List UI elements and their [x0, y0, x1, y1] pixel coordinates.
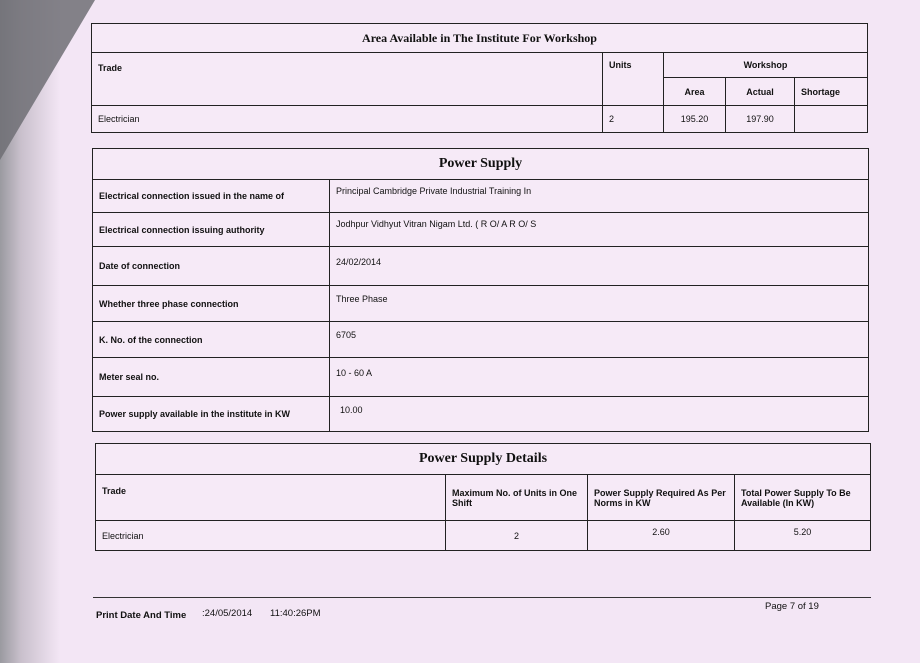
power-supply-table — [92, 148, 869, 432]
details-cell-trade: Electrician — [96, 521, 446, 551]
area-header-actual: Actual — [726, 78, 795, 106]
folded-corner — [0, 0, 95, 160]
power-value-kw: 10.00 — [330, 397, 869, 432]
table-row — [93, 358, 869, 397]
table-row — [93, 322, 869, 358]
power-details-title: Power Supply Details — [96, 444, 871, 475]
details-header-total: Total Power Supply To Be Available (In KW) — [735, 475, 871, 521]
power-value-kno: 6705 — [330, 322, 869, 358]
table-row — [93, 180, 869, 213]
area-cell-area: 195.20 — [664, 106, 726, 133]
area-cell-trade: Electrician — [92, 106, 603, 133]
details-cell-total: 5.20 — [735, 521, 871, 551]
power-value-phase: Three Phase — [330, 286, 869, 322]
area-table-title: Area Available in The Institute For Workshop — [92, 24, 868, 53]
area-cell-units: 2 — [603, 106, 664, 133]
print-time-value: 11:40:26PM — [270, 608, 321, 619]
power-label-authority: Electrical connection issuing authority — [93, 213, 330, 247]
power-value-name: Principal Cambridge Private Industrial Training In — [330, 180, 869, 213]
power-label-date: Date of connection — [93, 247, 330, 286]
print-date-value: :24/05/2014 — [202, 608, 253, 619]
footer-divider — [93, 597, 871, 598]
power-value-date: 24/02/2014 — [330, 247, 869, 286]
area-header-shortage: Shortage — [795, 78, 868, 106]
table-row — [93, 397, 869, 432]
power-value-meter: 10 - 60 A — [330, 358, 869, 397]
area-header-units: Units — [603, 53, 664, 106]
power-label-kw: Power supply available in the institute in KW — [93, 397, 330, 432]
page-number: Page 7 of 19 — [765, 601, 819, 612]
area-cell-actual: 197.90 — [726, 106, 795, 133]
power-label-meter: Meter seal no. — [93, 358, 330, 397]
details-header-trade: Trade — [96, 475, 446, 521]
area-header-workshop: Workshop — [664, 53, 868, 78]
power-value-authority: Jodhpur Vidhyut Vitran Nigam Ltd. ( R O/ A R O/ S — [330, 213, 869, 247]
power-supply-details-table — [95, 443, 871, 551]
power-label-phase: Whether three phase connection — [93, 286, 330, 322]
table-row — [92, 106, 868, 133]
print-date-label: Print Date And Time — [96, 610, 187, 621]
power-label-kno: K. No. of the connection — [93, 322, 330, 358]
area-header-trade: Trade — [92, 53, 603, 106]
area-available-table — [91, 23, 868, 133]
table-row — [93, 213, 869, 247]
power-label-name: Electrical connection issued in the name of — [93, 180, 330, 213]
details-cell-max-units: 2 — [446, 521, 588, 551]
area-cell-shortage — [795, 106, 868, 133]
table-row — [93, 286, 869, 322]
power-supply-title: Power Supply — [93, 149, 869, 180]
details-header-max-units: Maximum No. of Units in One Shift — [446, 475, 588, 521]
table-row — [96, 521, 871, 551]
details-cell-required: 2.60 — [588, 521, 735, 551]
details-header-required: Power Supply Required As Per Norms in KW — [588, 475, 735, 521]
area-header-area: Area — [664, 78, 726, 106]
table-row — [93, 247, 869, 286]
